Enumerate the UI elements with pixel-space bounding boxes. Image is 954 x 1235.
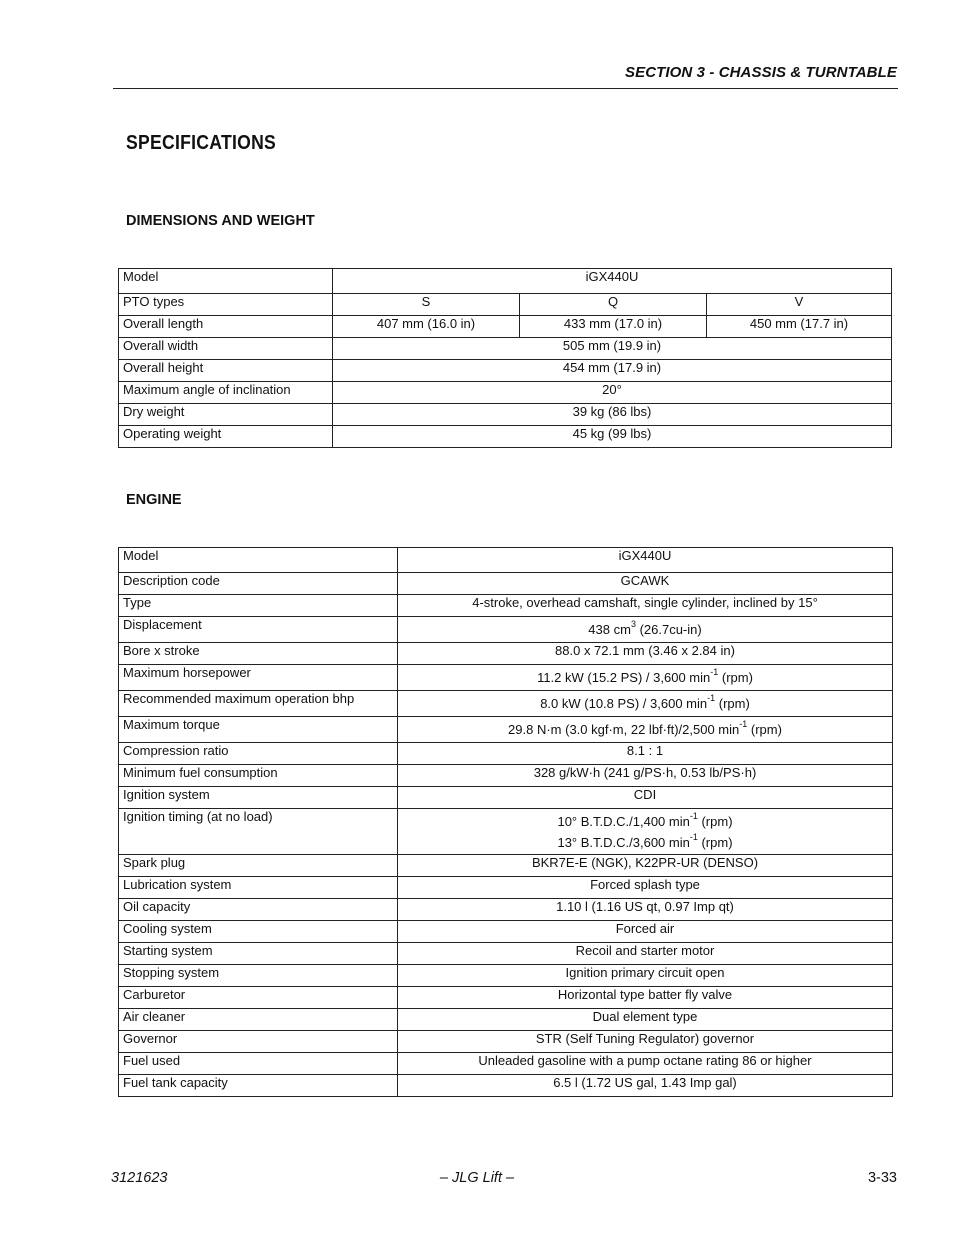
length-s: 407 mm (16.0 in): [333, 316, 520, 338]
table-row: [119, 965, 893, 987]
value-line: [402, 832, 888, 853]
row-label: Fuel used: [119, 1053, 398, 1075]
value-text: 8.0 kW (10.8 PS) / 3,600 min: [540, 695, 708, 711]
row-value: 4-stroke, overhead camshaft, single cylinder, inclined by 15°: [398, 595, 893, 617]
row-value: Horizontal type batter fly valve: [398, 987, 893, 1009]
table-row: [119, 1053, 893, 1075]
superscript: -1: [710, 667, 719, 678]
table-row: [119, 1075, 893, 1097]
row-label: Governor: [119, 1031, 398, 1053]
pto-type-q: Q: [520, 294, 707, 316]
table-row: [119, 426, 892, 448]
value-text: 29.8 N·m (3.0 kgf·m, 22 lbf·ft)/2,500 min: [508, 721, 740, 737]
table-row: [119, 269, 892, 294]
row-label: Starting system: [119, 943, 398, 965]
row-label: Oil capacity: [119, 899, 398, 921]
row-value: CDI: [398, 787, 893, 809]
row-label: Air cleaner: [119, 1009, 398, 1031]
superscript: -1: [689, 832, 698, 843]
table-row: [119, 382, 892, 404]
row-value: STR (Self Tuning Regulator) governor: [398, 1031, 893, 1053]
row-label: Operating weight: [119, 426, 333, 448]
row-value: 328 g/kW·h (241 g/PS·h, 0.53 lb/PS·h): [398, 765, 893, 787]
table-row: [119, 787, 893, 809]
page-number: 3-33: [867, 1170, 897, 1186]
table-row: [119, 294, 892, 316]
row-value: Dual element type: [398, 1009, 893, 1031]
row-value: 505 mm (19.9 in): [333, 338, 892, 360]
table-row: [119, 548, 893, 573]
pto-type-s: S: [333, 294, 520, 316]
value-text: (rpm): [747, 721, 782, 737]
row-label: Maximum torque: [119, 717, 398, 743]
table-row: [119, 743, 893, 765]
row-label: Recommended maximum operation bhp: [119, 691, 398, 717]
row-label: Lubrication system: [119, 877, 398, 899]
header-rule: [113, 88, 898, 89]
table-row: [119, 717, 893, 743]
table-row: [119, 404, 892, 426]
page-title: SPECIFICATIONS: [126, 132, 277, 154]
row-label: Type: [119, 595, 398, 617]
row-label: Overall height: [119, 360, 333, 382]
row-value: 20°: [333, 382, 892, 404]
row-value: 88.0 x 72.1 mm (3.46 x 2.84 in): [398, 643, 893, 665]
value-text: 10° B.T.D.C./1,400 min: [557, 813, 690, 829]
row-label: Spark plug: [119, 855, 398, 877]
row-value: 6.5 l (1.72 US gal, 1.43 Imp gal): [398, 1075, 893, 1097]
row-label: Model: [119, 548, 398, 573]
row-label: Overall length: [119, 316, 333, 338]
table-row: [119, 1031, 893, 1053]
row-value: 39 kg (86 lbs): [333, 404, 892, 426]
value-line: [402, 811, 888, 832]
dimensions-heading: DIMENSIONS AND WEIGHT: [126, 213, 315, 229]
row-value: Unleaded gasoline with a pump octane rating 86 or higher: [398, 1053, 893, 1075]
row-label: Bore x stroke: [119, 643, 398, 665]
row-value: 8.1 : 1: [398, 743, 893, 765]
row-label: Ignition timing (at no load): [119, 809, 398, 855]
row-label: Ignition system: [119, 787, 398, 809]
row-value: GCAWK: [398, 573, 893, 595]
table-row: [119, 617, 893, 643]
superscript: -1: [739, 719, 748, 730]
table-row: [119, 316, 892, 338]
row-label: Minimum fuel consumption: [119, 765, 398, 787]
value-text: (rpm): [697, 834, 733, 850]
length-v: 450 mm (17.7 in): [707, 316, 892, 338]
pto-type-v: V: [707, 294, 892, 316]
table-row: [119, 765, 893, 787]
engine-table: [118, 547, 893, 1097]
document-number: 3121623: [111, 1170, 168, 1186]
table-row: [119, 573, 893, 595]
value-text: (26.7cu-in): [635, 621, 702, 637]
table-row: [119, 643, 893, 665]
table-row: [119, 338, 892, 360]
row-label: Model: [119, 269, 333, 294]
row-value: [398, 617, 893, 643]
row-label: Stopping system: [119, 965, 398, 987]
row-label: Displacement: [119, 617, 398, 643]
engine-heading: ENGINE: [126, 492, 182, 508]
row-value: [398, 717, 893, 743]
row-label: PTO types: [119, 294, 333, 316]
row-value: Forced air: [398, 921, 893, 943]
row-label: Overall width: [119, 338, 333, 360]
table-row: [119, 691, 893, 717]
value-text: 11.2 kW (15.2 PS) / 3,600 min: [537, 669, 711, 685]
row-value: 45 kg (99 lbs): [333, 426, 892, 448]
row-label: Dry weight: [119, 404, 333, 426]
row-label: Description code: [119, 573, 398, 595]
row-label: Compression ratio: [119, 743, 398, 765]
value-text: (rpm): [697, 813, 733, 829]
footer-publisher: – JLG Lift –: [439, 1170, 515, 1186]
length-q: 433 mm (17.0 in): [520, 316, 707, 338]
row-value: [398, 665, 893, 691]
table-row: [119, 877, 893, 899]
row-label: Carburetor: [119, 987, 398, 1009]
table-row: [119, 987, 893, 1009]
table-row: [119, 665, 893, 691]
row-value: iGX440U: [398, 548, 893, 573]
row-value: [398, 691, 893, 717]
table-row: [119, 921, 893, 943]
table-row: [119, 809, 893, 855]
value-text: 13° B.T.D.C./3,600 min: [557, 834, 690, 850]
superscript: -1: [707, 693, 716, 704]
dimensions-table: [118, 268, 892, 448]
row-value: [398, 809, 893, 855]
value-text: (rpm): [718, 669, 753, 685]
row-label: Maximum horsepower: [119, 665, 398, 691]
row-value: Recoil and starter motor: [398, 943, 893, 965]
row-value: 454 mm (17.9 in): [333, 360, 892, 382]
row-label: Fuel tank capacity: [119, 1075, 398, 1097]
row-value: Ignition primary circuit open: [398, 965, 893, 987]
row-label: Maximum angle of inclination: [119, 382, 333, 404]
row-value: 1.10 l (1.16 US qt, 0.97 Imp qt): [398, 899, 893, 921]
table-row: [119, 595, 893, 617]
table-row: [119, 855, 893, 877]
value-text: (rpm): [715, 695, 750, 711]
table-row: [119, 899, 893, 921]
table-row: [119, 1009, 893, 1031]
model-value: iGX440U: [333, 269, 892, 294]
value-text: 438 cm: [588, 621, 631, 637]
row-value: Forced splash type: [398, 877, 893, 899]
superscript: 3: [630, 619, 636, 630]
table-row: [119, 943, 893, 965]
row-label: Cooling system: [119, 921, 398, 943]
table-row: [119, 360, 892, 382]
row-value: BKR7E-E (NGK), K22PR-UR (DENSO): [398, 855, 893, 877]
superscript: -1: [689, 811, 698, 822]
section-header: SECTION 3 - CHASSIS & TURNTABLE: [624, 64, 897, 81]
